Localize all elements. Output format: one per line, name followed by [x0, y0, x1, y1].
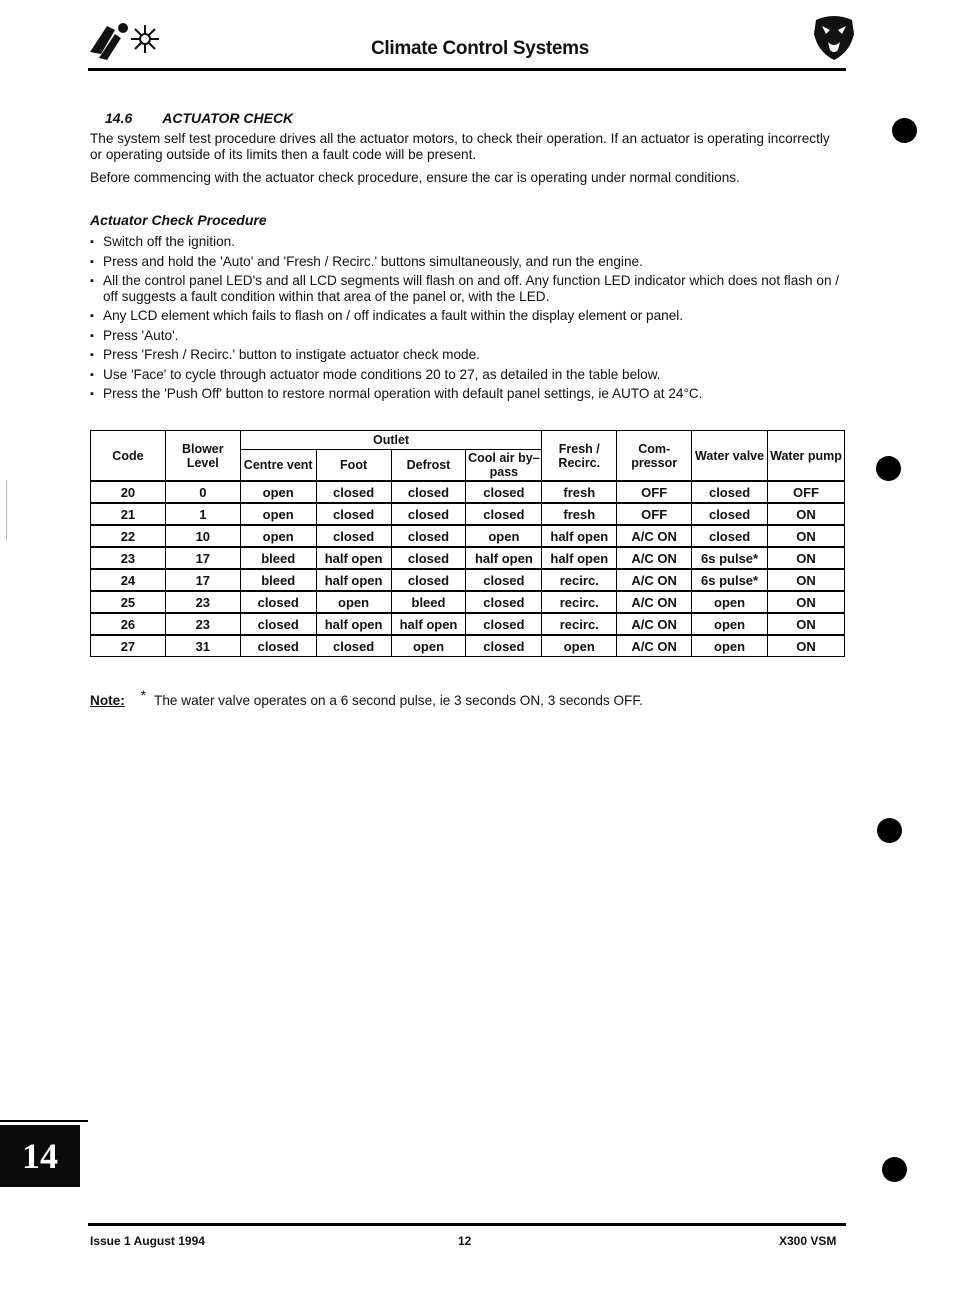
table-row [91, 525, 845, 547]
procedure-step: ▪ Press 'Fresh / Recirc.' button to instigate actuator check mode. [90, 347, 850, 363]
table-row [91, 613, 845, 635]
cell-foot: closed [316, 503, 391, 525]
header-code: Code [91, 431, 166, 482]
cell-water-pump: ON [768, 569, 845, 591]
punch-hole [882, 1157, 907, 1182]
cell-compressor: A/C ON [617, 591, 692, 613]
footnote [90, 688, 643, 708]
note-label: Note: [90, 693, 125, 708]
cell-water-valve: closed [692, 503, 768, 525]
cell-cool-air-bypass: closed [466, 635, 542, 657]
procedure-step: ▪ Press 'Auto'. [90, 328, 850, 344]
cell-compressor: A/C ON [617, 525, 692, 547]
table-row [91, 569, 845, 591]
prerequisite-paragraph: Before commencing with the actuator check procedure, ensure the car is operating under normal conditions. [90, 170, 740, 185]
cell-foot: open [316, 591, 391, 613]
cell-compressor: A/C ON [617, 635, 692, 657]
cell-blower-level: 23 [165, 591, 240, 613]
header-rule [88, 68, 846, 71]
cell-blower-level: 10 [165, 525, 240, 547]
cell-foot: closed [316, 635, 391, 657]
cell-code: 27 [91, 635, 166, 657]
procedure-step: ▪ All the control panel LED's and all LCD segments will flash on and off. Any function LED indicator which does not flash on / off suggests a fault condition within that area of the panel or, with the LED. [90, 273, 850, 305]
cell-fresh-recirc: fresh [542, 503, 617, 525]
cell-blower-level: 23 [165, 613, 240, 635]
cell-water-valve: open [692, 591, 768, 613]
cell-code: 22 [91, 525, 166, 547]
cell-centre-vent: open [240, 503, 316, 525]
cell-water-valve: closed [692, 525, 768, 547]
cell-cool-air-bypass: closed [466, 503, 542, 525]
procedure-step: ▪ Use 'Face' to cycle through actuator mode conditions 20 to 27, as detailed in the table below. [90, 367, 850, 383]
cell-centre-vent: bleed [240, 547, 316, 569]
cell-fresh-recirc: recirc. [542, 613, 617, 635]
cell-fresh-recirc: open [542, 635, 617, 657]
header-defrost: Defrost [391, 450, 466, 482]
header-blower-level: Blower Level [165, 431, 240, 482]
cell-centre-vent: bleed [240, 569, 316, 591]
table-row [91, 635, 845, 657]
cell-water-pump: ON [768, 503, 845, 525]
cell-cool-air-bypass: closed [466, 613, 542, 635]
punch-hole [892, 118, 917, 143]
cell-fresh-recirc: half open [542, 547, 617, 569]
cell-cool-air-bypass: open [466, 525, 542, 547]
cell-water-valve: closed [692, 481, 768, 503]
cell-fresh-recirc: recirc. [542, 569, 617, 591]
cell-fresh-recirc: half open [542, 525, 617, 547]
cell-water-pump: ON [768, 613, 845, 635]
cell-code: 23 [91, 547, 166, 569]
cell-defrost: closed [391, 525, 466, 547]
cell-centre-vent: closed [240, 635, 316, 657]
cell-defrost: half open [391, 613, 466, 635]
cell-cool-air-bypass: closed [466, 591, 542, 613]
footer-issue: Issue 1 August 1994 [90, 1234, 205, 1248]
section-tab: 14 [0, 1125, 80, 1187]
cell-compressor: OFF [617, 481, 692, 503]
cell-water-valve: 6s pulse* [692, 547, 768, 569]
cell-foot: half open [316, 613, 391, 635]
page-header-title: Climate Control Systems [371, 38, 589, 59]
cell-compressor: A/C ON [617, 613, 692, 635]
section-heading [105, 110, 293, 126]
cell-water-pump: OFF [768, 481, 845, 503]
header-outlet: Outlet [240, 431, 542, 450]
header-water-pump: Water pump [768, 431, 845, 482]
cell-code: 26 [91, 613, 166, 635]
cell-foot: closed [316, 481, 391, 503]
cell-blower-level: 17 [165, 569, 240, 591]
header-foot: Foot [316, 450, 391, 482]
header-water-valve: Water valve [692, 431, 768, 482]
cell-centre-vent: closed [240, 591, 316, 613]
punch-hole [876, 456, 901, 481]
cell-defrost: open [391, 635, 466, 657]
cell-cool-air-bypass: closed [466, 569, 542, 591]
cell-blower-level: 0 [165, 481, 240, 503]
cell-code: 21 [91, 503, 166, 525]
tab-rule [0, 1120, 88, 1122]
procedure-step: ▪ Switch off the ignition. [90, 234, 850, 250]
header-cool-air-bypass: Cool air by–pass [466, 450, 542, 482]
note-text: The water valve operates on a 6 second pulse, ie 3 seconds ON, 3 seconds OFF. [154, 693, 643, 708]
jaguar-head-icon [810, 12, 858, 62]
table-row [91, 481, 845, 503]
cell-water-valve: 6s pulse* [692, 569, 768, 591]
cell-cool-air-bypass: closed [466, 481, 542, 503]
cell-blower-level: 31 [165, 635, 240, 657]
cell-centre-vent: open [240, 525, 316, 547]
procedure-step: ▪ Press the 'Push Off' button to restore normal operation with default panel settings, ie AUTO at 24°C. [90, 386, 850, 402]
header-centre-vent: Centre vent [240, 450, 316, 482]
cell-defrost: closed [391, 481, 466, 503]
header-compressor: Com- pressor [617, 431, 692, 482]
cell-foot: half open [316, 547, 391, 569]
procedure-step: ▪ Press and hold the 'Auto' and 'Fresh / Recirc.' buttons simultaneously, and run the engine. [90, 254, 850, 270]
header-fresh-recirc: Fresh / Recirc. [542, 431, 617, 482]
cell-code: 25 [91, 591, 166, 613]
section-number: 14.6 [105, 110, 133, 126]
cell-defrost: bleed [391, 591, 466, 613]
section-title: ACTUATOR CHECK [162, 110, 294, 126]
table-body [91, 481, 845, 657]
cell-blower-level: 1 [165, 503, 240, 525]
cell-code: 24 [91, 569, 166, 591]
cell-fresh-recirc: fresh [542, 481, 617, 503]
cell-defrost: closed [391, 503, 466, 525]
intro-paragraph: The system self test procedure drives all the actuator motors, to check their operation. If an actuator is operating incorrectly or operating outside of its limits then a fault code will be present. [90, 131, 830, 162]
cell-code: 20 [91, 481, 166, 503]
actuator-check-table [90, 430, 845, 657]
cell-water-pump: ON [768, 525, 845, 547]
procedure-heading: Actuator Check Procedure [90, 212, 267, 228]
cell-compressor: OFF [617, 503, 692, 525]
cell-water-valve: open [692, 613, 768, 635]
cell-water-pump: ON [768, 635, 845, 657]
footer-manual: X300 VSM [779, 1234, 837, 1248]
note-asterisk: * [140, 688, 147, 703]
punch-hole [877, 818, 902, 843]
cell-water-valve: open [692, 635, 768, 657]
table-row [91, 547, 845, 569]
table-row [91, 503, 845, 525]
footer-page-number: 12 [458, 1234, 472, 1248]
table-row [91, 591, 845, 613]
cell-foot: half open [316, 569, 391, 591]
margin-mark [6, 480, 7, 540]
cell-defrost: closed [391, 569, 466, 591]
cell-water-pump: ON [768, 591, 845, 613]
cell-cool-air-bypass: half open [466, 547, 542, 569]
procedure-step: ▪ Any LCD element which fails to flash on / off indicates a fault within the display element or panel. [90, 308, 850, 324]
cell-fresh-recirc: recirc. [542, 591, 617, 613]
cell-water-pump: ON [768, 547, 845, 569]
cell-compressor: A/C ON [617, 547, 692, 569]
cell-centre-vent: open [240, 481, 316, 503]
cell-defrost: closed [391, 547, 466, 569]
cell-compressor: A/C ON [617, 569, 692, 591]
cell-foot: closed [316, 525, 391, 547]
cell-blower-level: 17 [165, 547, 240, 569]
footer-rule [88, 1223, 846, 1226]
cell-centre-vent: closed [240, 613, 316, 635]
